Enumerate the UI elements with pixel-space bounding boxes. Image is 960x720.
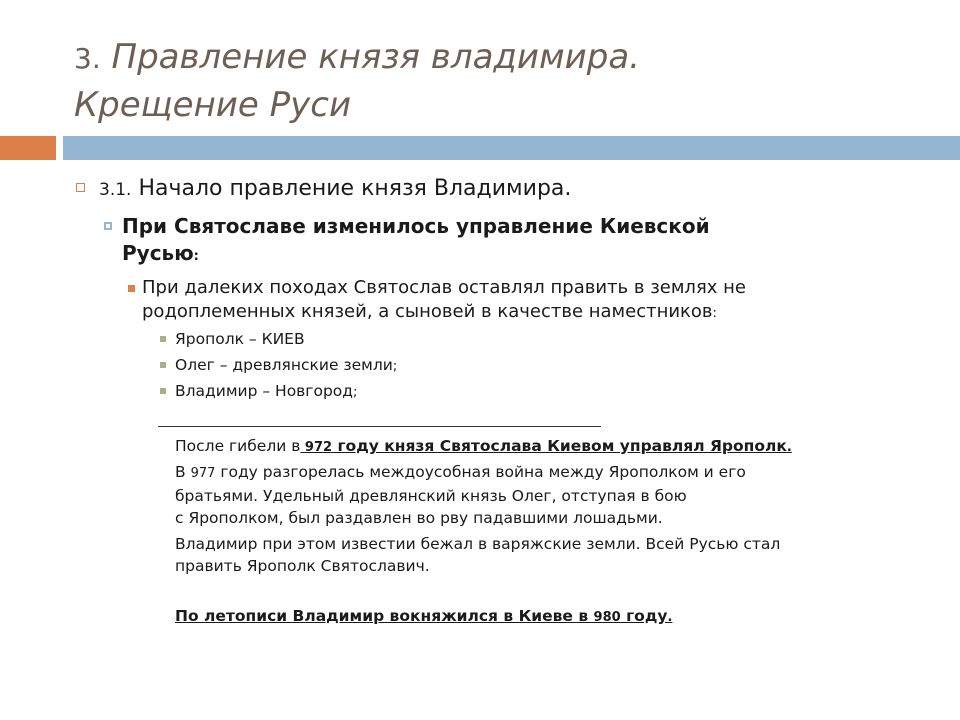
small-square-bullet-icon <box>160 388 166 394</box>
p2-a: В <box>175 463 191 481</box>
level-2-line-1: При Святославе изменилось управление Киевской <box>122 214 710 238</box>
accent-bar-blue <box>63 136 960 160</box>
son-item-vladimir <box>175 380 357 404</box>
p1-rest: году князя Святослава Киевом управлял Ярополк <box>332 437 787 455</box>
p1-year: 972 <box>300 440 333 455</box>
p2-line-3: с Ярополком, был раздавлен во рву падавшими лошадьми. <box>175 509 663 527</box>
level-3-colon: : <box>712 306 717 321</box>
accent-bar-orange <box>0 136 56 160</box>
p2-year: 977 <box>190 466 216 481</box>
separator-line <box>158 426 601 427</box>
accent-bar-gap <box>56 136 63 160</box>
son-item-yaropolk <box>175 328 305 352</box>
son-item-tail: ; <box>352 385 358 400</box>
title-line-2: Крещение Руси <box>74 85 352 125</box>
paragraph-972 <box>175 435 792 459</box>
son-item-text: Ярополк – КИЕВ <box>175 330 305 348</box>
paragraph-vladimir-flight <box>175 533 780 577</box>
level-2-colon: : <box>193 249 199 264</box>
p4-a: По летописи Владимир вокняжился в Киеве в <box>175 607 594 625</box>
level-2-line-2: Русью <box>122 241 194 265</box>
p4-emphasis <box>175 607 672 625</box>
level-3-line-2: родоплеменных князей, а сыновей в качестве наместников <box>142 301 713 322</box>
outline-level-1 <box>99 175 571 204</box>
p1-emphasis <box>300 437 791 455</box>
small-square-bullet-icon <box>160 362 166 368</box>
slide-title <box>74 34 914 128</box>
p4-year: 980 <box>593 610 621 625</box>
son-item-text: Владимир – Новгород <box>175 382 353 400</box>
section-heading: Начало правление князя Владимира. <box>131 176 572 201</box>
outline-level-2 <box>122 213 710 270</box>
p3-line-2: править Ярополк Святославич. <box>175 557 430 575</box>
paragraph-977 <box>175 461 746 529</box>
p1-prefix: После гибели в <box>175 437 301 455</box>
section-number: 3.1. <box>99 180 132 200</box>
level-3-line-1: При далеких походах Святослав оставлял править в землях не <box>142 277 746 298</box>
filled-square-bullet-icon <box>128 285 135 292</box>
p1-end: . <box>786 440 792 455</box>
son-item-text: Олег – древлянские земли <box>175 356 393 374</box>
title-line-1: Правление князя владимира. <box>100 37 640 77</box>
p2-line-2: братьями. Удельный древлянский князь Олег, отступая в бою <box>175 487 687 505</box>
square-bullet-icon <box>104 222 112 230</box>
p3-line-1: Владимир при этом известии бежал в варяжские земли. Всей Русью стал <box>175 535 781 553</box>
son-item-tail: ; <box>392 359 398 374</box>
outline-level-3 <box>142 276 746 326</box>
title-number: 3. <box>74 42 101 75</box>
p4-end: . <box>667 610 673 625</box>
p4-b: году <box>620 607 668 625</box>
paragraph-980 <box>175 605 672 629</box>
son-item-oleg <box>175 354 397 378</box>
p2-b: году разгорелась междоусобная война между Ярополком и его <box>215 463 746 481</box>
small-square-bullet-icon <box>160 336 166 342</box>
square-bullet-icon <box>76 183 85 192</box>
